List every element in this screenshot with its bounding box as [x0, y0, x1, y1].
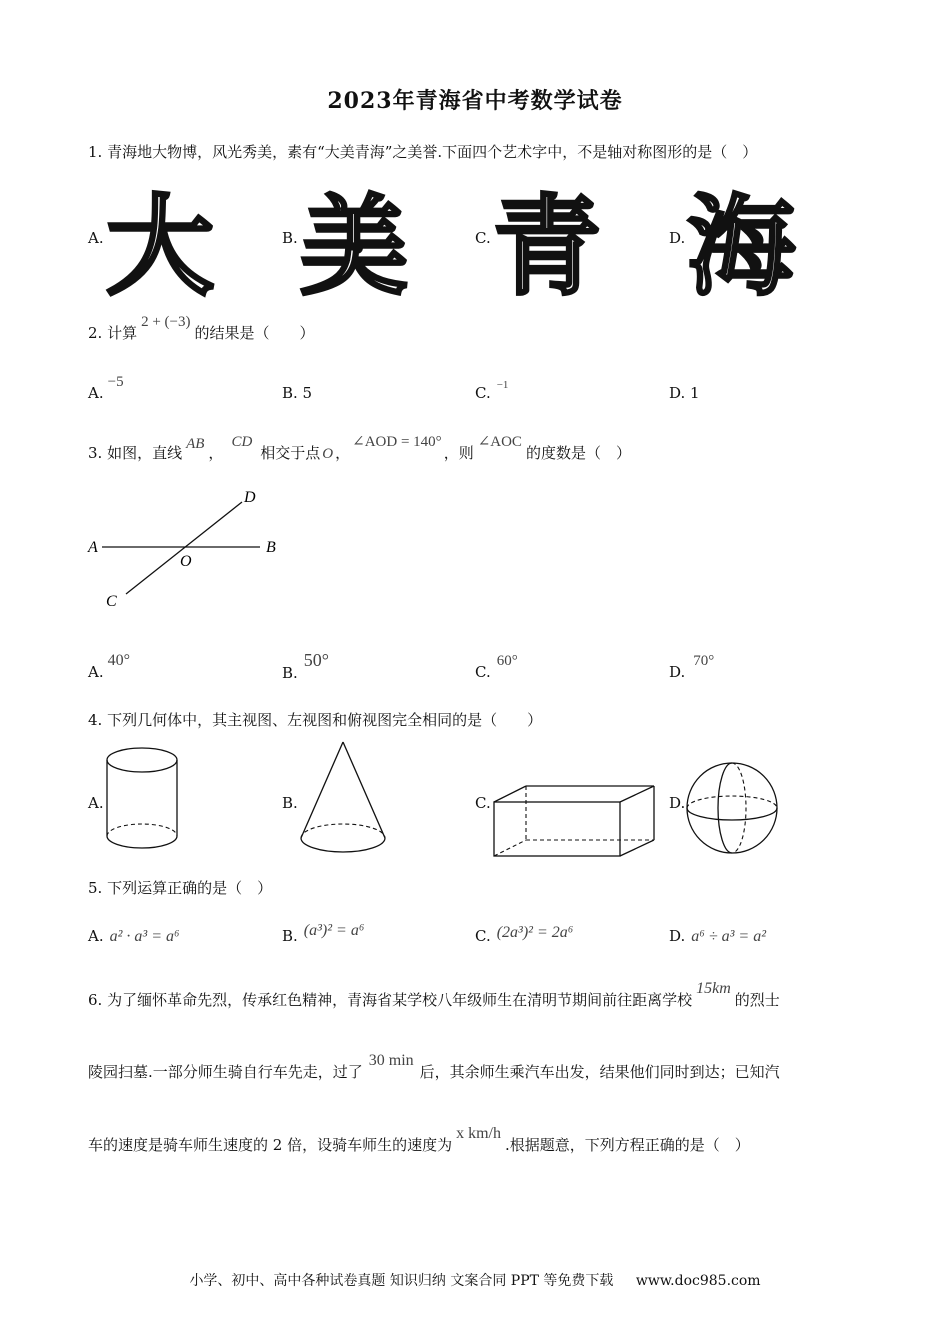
q2-option-a-label: A. — [88, 384, 104, 402]
q1-option-a-artchar: 大 — [106, 185, 215, 310]
q4-option-a-label: A. — [88, 794, 104, 812]
question-1-text: 1. 青海地大物博，风光秀美，素有“大美青海”之美誉.下面四个艺术字中，不是轴对称图形的是（ ） — [88, 143, 758, 161]
page-footer — [0, 1270, 950, 1290]
sphere-icon — [684, 756, 784, 860]
q5-option-c — [475, 926, 573, 947]
q6-line1-suffix: 的烈士 — [734, 991, 780, 1009]
q5-option-c-expr: (2a³)² = 2a⁶ — [496, 924, 574, 941]
cylinder-icon — [100, 740, 190, 860]
q1-option-d-label: D. — [669, 229, 686, 247]
q2-prefix: 2. 计算 — [88, 324, 138, 342]
q3-figure-intersecting-lines — [80, 480, 310, 620]
q3-comma-2: ， — [335, 444, 351, 462]
q1-option-b-label: B. — [282, 229, 298, 247]
q2-option-a-value: −5 — [107, 374, 124, 390]
label-b: B — [266, 539, 276, 556]
q3-option-d-label: D. — [669, 663, 686, 681]
q5-option-a-expr: a² · a³ = a⁶ — [109, 928, 180, 945]
q6-line2-suffix: 后，其余师生乘汽车出发，结果他们同时到达；已知汽 — [419, 1063, 780, 1081]
question-6-line-2 — [88, 1052, 780, 1083]
q5-option-b — [282, 922, 365, 947]
q4-option-c-label: C. — [475, 794, 491, 812]
q6-line2-prefix: 陵园扫墓.一部分师生骑自行车先走，过了 — [88, 1063, 363, 1081]
q4-option-b-label: B. — [282, 794, 298, 812]
q3-prefix: 3. 如图，直线 — [88, 444, 183, 462]
line-cd — [126, 502, 242, 594]
q3-line-cd: CD — [231, 434, 253, 450]
q3-mid-text: 相交于点 — [260, 444, 321, 462]
q6-line1-prefix: 6. 为了缅怀革命先烈，传承红色精神，青海省某学校八年级师生在清明节期间前往距离学校 — [88, 991, 693, 1009]
q2-expression: 2 + (−3) — [141, 314, 191, 330]
page-title: 2023年青海省中考数学试卷 — [327, 88, 623, 114]
q3-then: ，则 — [443, 444, 474, 462]
q3-option-c — [475, 653, 518, 683]
q3-option-d-value: 70° — [693, 653, 715, 669]
label-d: D — [244, 489, 256, 506]
label-o: O — [180, 553, 192, 570]
q2-suffix: 的结果是（ ） — [194, 324, 315, 342]
q2-option-d: D. 1 — [669, 384, 700, 402]
q3-option-a-label: A. — [88, 663, 104, 681]
q5-option-a — [88, 926, 180, 947]
q3-option-c-label: C. — [475, 663, 491, 681]
q3-option-b-label: B. — [282, 664, 298, 682]
q1-option-a-label: A. — [88, 229, 104, 247]
label-a: A — [88, 539, 98, 556]
q5-option-b-expr: (a³)² = a⁶ — [303, 922, 365, 939]
q1-option-d-artchar: 海 — [687, 185, 796, 310]
q2-option-c-label: C. — [475, 384, 491, 402]
q1-option-c-artchar: 青 — [493, 185, 602, 310]
footer-text: 小学、初中、高中各种试卷真题 知识归纳 文案合同 PPT 等免费下载 — [189, 1273, 614, 1289]
q3-option-a-value: 40° — [107, 652, 131, 669]
q4-option-d-label: D. — [669, 794, 686, 812]
q5-option-c-label: C. — [475, 927, 491, 945]
q5-option-d-expr: a⁶ ÷ a³ = a² — [691, 928, 766, 945]
q3-option-b — [282, 650, 329, 683]
q6-speed: x km/h — [456, 1125, 501, 1142]
q6-time: 30 min — [368, 1052, 414, 1069]
cuboid-icon — [490, 782, 662, 862]
q2-option-c — [475, 379, 509, 405]
q5-option-d-label: D. — [669, 927, 686, 945]
q3-comma-1: ， — [208, 444, 224, 462]
question-6-line-1 — [88, 980, 780, 1011]
q6-line3-prefix: 车的速度是骑车师生速度的 2 倍，设骑车师生的速度为 — [88, 1136, 453, 1154]
q3-option-a — [88, 652, 131, 683]
q2-option-c-value: −1 — [496, 379, 509, 391]
question-6-line-3 — [88, 1125, 750, 1156]
question-2-text — [88, 314, 315, 344]
q1-option-c-label: C. — [475, 229, 491, 247]
q3-suffix: 的度数是（ ） — [525, 444, 631, 462]
question-4-text: 4. 下列几何体中，其主视图、左视图和俯视图完全相同的是（ ） — [88, 711, 543, 729]
q5-option-d — [669, 926, 766, 947]
q2-option-a — [88, 374, 124, 404]
q2-option-b: B. 5 — [282, 384, 313, 402]
q3-angle-aoc: ∠AOC — [477, 434, 522, 450]
q3-option-c-value: 60° — [496, 653, 518, 669]
question-5-text: 5. 下列运算正确的是（ ） — [88, 879, 273, 897]
q6-line3-suffix: .根据题意，下列方程正确的是（ ） — [504, 1136, 750, 1154]
q5-option-a-label: A. — [88, 927, 104, 945]
q6-distance: 15km — [696, 980, 731, 997]
question-3-text — [88, 434, 631, 464]
q1-option-b-artchar: 美 — [300, 185, 409, 310]
q3-point-o: O — [322, 446, 334, 462]
q3-angle-aod: ∠AOD = 140° — [352, 434, 442, 450]
q3-option-b-value: 50° — [303, 650, 329, 670]
cone-icon — [295, 738, 395, 860]
q5-option-b-label: B. — [282, 927, 298, 945]
label-c: C — [106, 593, 117, 610]
q3-option-d — [669, 653, 715, 683]
footer-url[interactable]: www.doc985.com — [635, 1273, 761, 1289]
q3-line-ab: AB — [186, 436, 205, 452]
